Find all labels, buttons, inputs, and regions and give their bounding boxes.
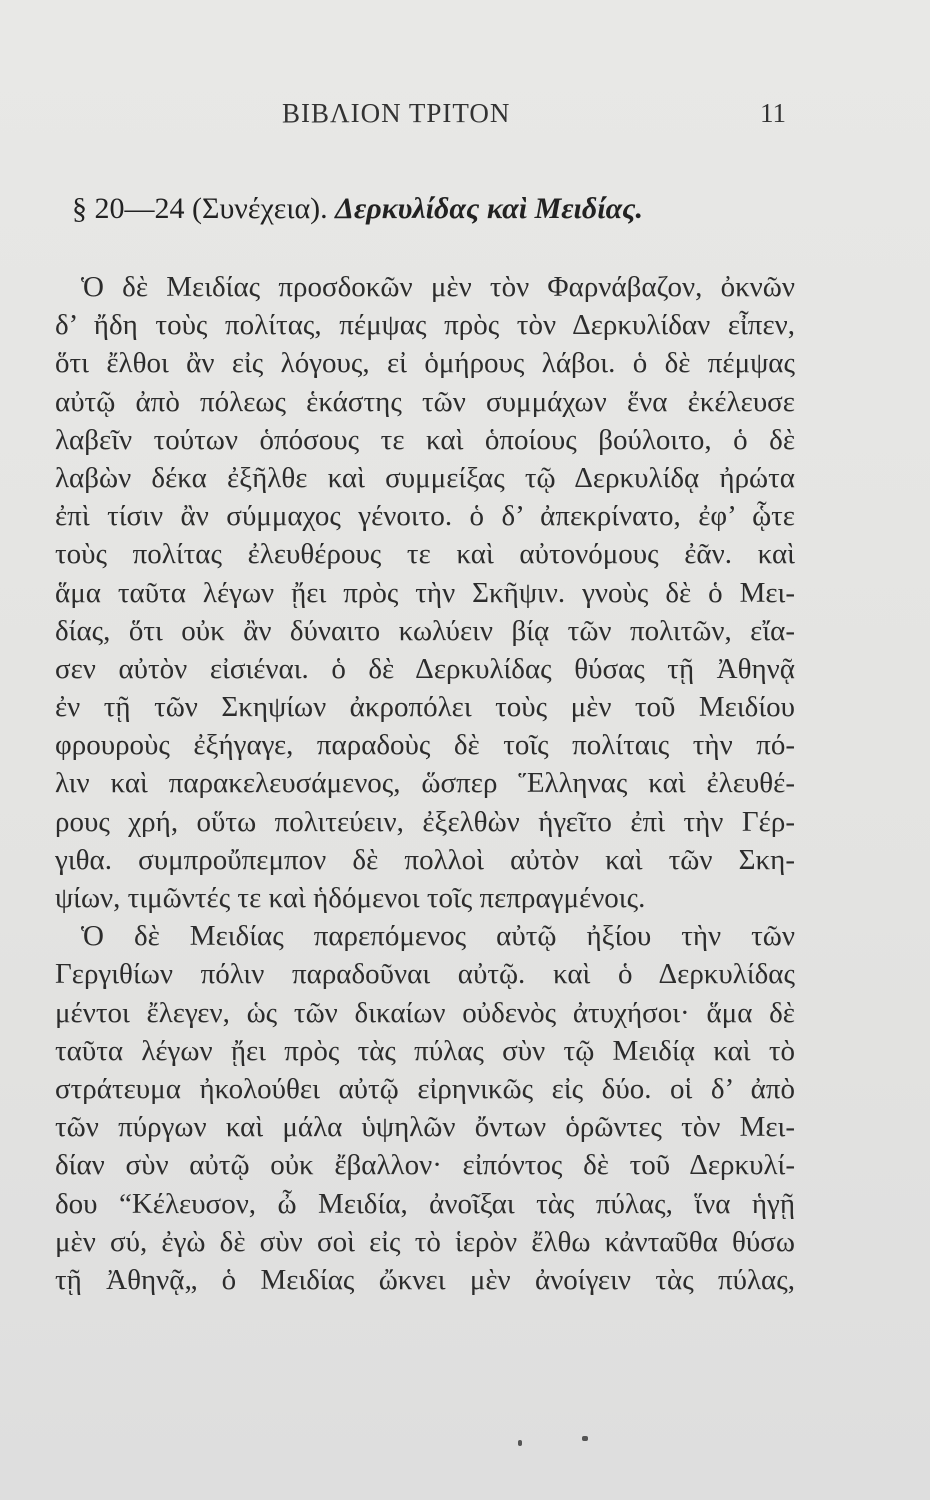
text-line: ἐν τῇ τῶν Σκηψίων ἀκροπόλει τοὺς μὲν τοῦ Μειδίου (55, 691, 795, 724)
text-line: Γεργιθίων πόλιν παραδοῦναι αὐτῷ. καὶ ὁ Δερκυλίδας (55, 958, 795, 991)
text-line: ψίων, τιμῶντές τε καὶ ἡδόμενοι τοῖς πεπραγμένοις. (55, 882, 646, 914)
text-line: μὲν σύ, ἐγὼ δὲ σὺν σοὶ εἰς τὸ ἱερὸν ἔλθω κἀνταῦθα θύσω (55, 1225, 795, 1258)
text-line: δου “Κέλευσον, ὦ Μειδία, ἀνοῖξαι τὰς πύλας, ἵνα ἡγῇ (55, 1187, 795, 1220)
ink-speck (582, 1436, 588, 1441)
text-line: ἐπὶ τίσιν ἂν σύμμαχος γένοιτο. ὁ δ’ ἀπεκρίνατο, ἐφ’ ᾧτε (55, 500, 795, 533)
text-line: δίαν σὺν αὐτῷ οὐκ ἔβαλλον· εἰπόντος δὲ τοῦ Δερκυλί- (55, 1149, 795, 1182)
text-line: στράτευμα ἠκολούθει αὐτῷ εἰρηνικῶς εἰς δύο. οἱ δ’ ἀπὸ (55, 1072, 795, 1105)
page-number: 11 (760, 98, 786, 128)
ink-speck (518, 1440, 522, 1446)
text-line: αὐτῷ ἀπὸ πόλεως ἑκάστης τῶν συμμάχων ἕνα ἐκέλευσε (55, 385, 795, 418)
text-line: τοὺς πολίτας ἐλευθέρους τε καὶ αὐτονόμους ἐᾶν. καὶ (55, 538, 795, 571)
section-heading (72, 192, 872, 226)
text-line: ρους χρή, οὕτω πολιτεύειν, ἐξελθὼν ἡγεῖτο ἐπὶ τὴν Γέρ- (55, 805, 795, 838)
page-header (0, 98, 930, 138)
section-prefix: § 20—24 (Συνέχεια). (72, 192, 328, 225)
text-line: λαβεῖν τούτων ὁπόσους τε καὶ ὁποίους βούλοιτο, ὁ δὲ (55, 423, 795, 456)
text-line: δίας, ὅτι οὐκ ἂν δύναιτο κωλύειν βίᾳ τῶν πολιτῶν, εἴα- (55, 614, 795, 647)
text-line: φρουροὺς ἐξήγαγε, παραδοὺς δὲ τοῖς πολίταις τὴν πό- (55, 729, 795, 762)
text-line: Ὁ δὲ Μειδίας προσδοκῶν μὲν τὸν Φαρνάβαζον, ὀκνῶν (81, 271, 795, 303)
text-line: λιν καὶ παρακελευσάμενος, ὥσπερ Ἕλληνας καὶ ἐλευθέ- (55, 767, 795, 800)
running-title: ΒΙΒΛΙΟΝ ΤΡΙΤΟΝ (282, 98, 511, 128)
text-line: μέντοι ἔλεγεν, ὡς τῶν δικαίων οὐδενὸς ἀτυχήσοι· ἅμα δὲ (55, 996, 795, 1029)
text-line: γιθα. συμπροὔπεμπον δὲ πολλοὶ αὐτὸν καὶ τῶν Σκη- (55, 843, 795, 876)
section-title: Δερκυλίδας καὶ Μειδίας. (335, 192, 644, 225)
text-line: λαβὼν δέκα ἐξῆλθε καὶ συμμείξας τῷ Δερκυλίδᾳ ἠρώτα (55, 461, 795, 494)
text-line: ταῦτα λέγων ᾔει πρὸς τὰς πύλας σὺν τῷ Μειδίᾳ καὶ τὸ (55, 1034, 795, 1067)
text-line: ἅμα ταῦτα λέγων ᾔει πρὸς τὴν Σκῆψιν. γνοὺς δὲ ὁ Μει- (55, 576, 795, 609)
text-line: τῶν πύργων καὶ μάλα ὑψηλῶν ὄντων ὁρῶντες τὸν Μει- (55, 1111, 795, 1144)
text-line: Ὁ δὲ Μειδίας παρεπόμενος αὐτῷ ἠξίου τὴν τῶν (81, 920, 795, 953)
text-line: σεν αὐτὸν εἰσιέναι. ὁ δὲ Δερκυλίδας θύσας τῇ Ἀθηνᾷ (55, 652, 795, 685)
text-line: τῇ Ἀθηνᾷ„ ὁ Μειδίας ὤκνει μὲν ἀνοίγειν τὰς πύλας, (55, 1263, 795, 1296)
body-text (55, 268, 795, 1299)
text-line: δ’ ἤδη τοὺς πολίτας, πέμψας πρὸς τὸν Δερκυλίδαν εἶπεν, (55, 309, 795, 342)
text-line: ὅτι ἔλθοι ἂν εἰς λόγους, εἰ ὁμήρους λάβοι. ὁ δὲ πέμψας (55, 347, 795, 380)
